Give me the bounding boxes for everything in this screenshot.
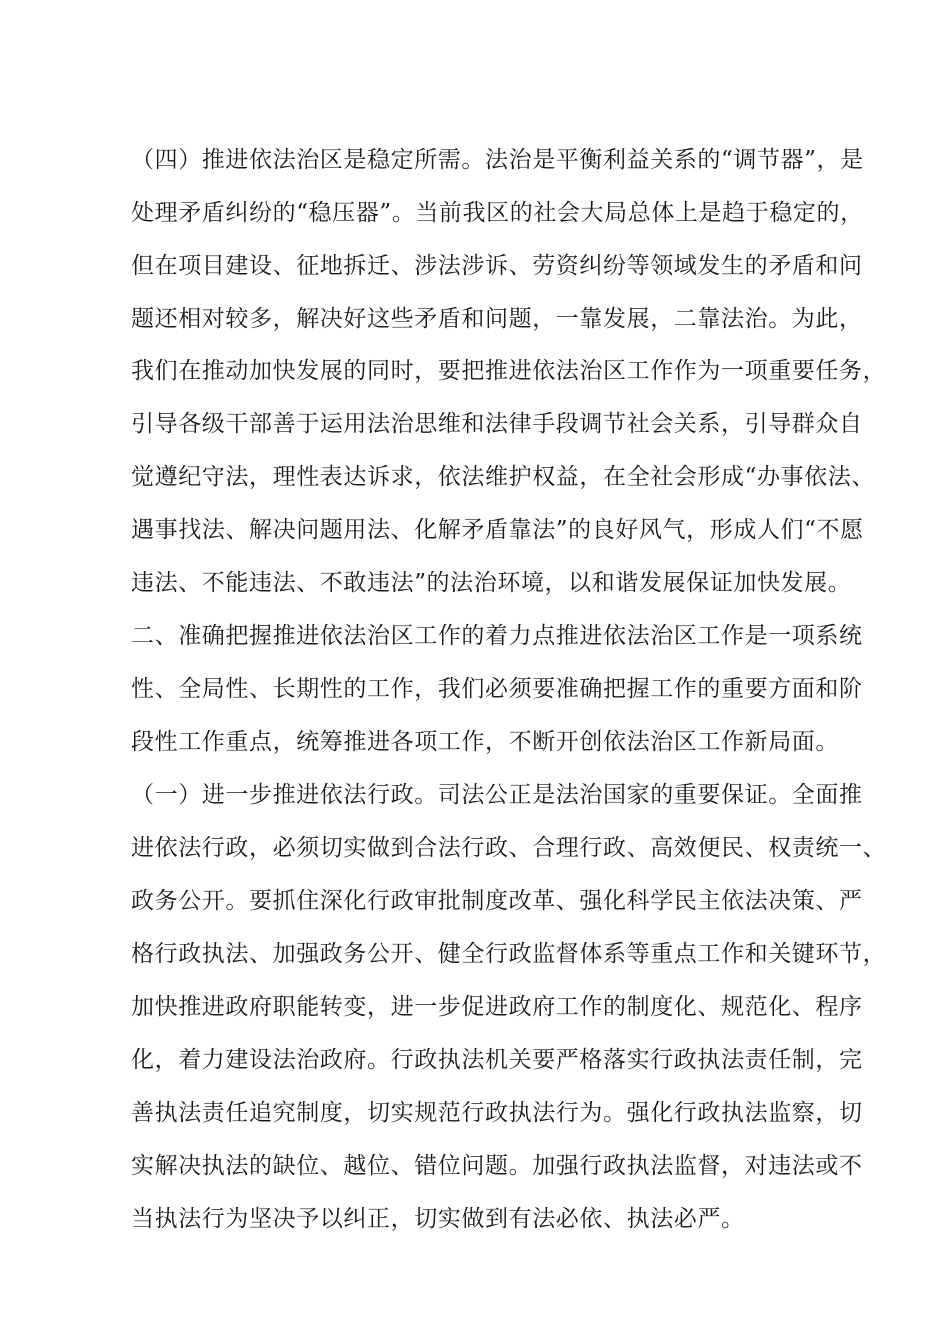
text-line: 格行政执法、加强政务公开、健全行政监督体系等重点工作和关键环节， [131,941,887,967]
text-line: （四）推进依法治区是稳定所需。法治是平衡利益关系的“调节器”，是 [131,147,864,173]
text-line: 违法、不能违法、不敢违法”的法治环境，以和谐发展保证加快发展。 [131,570,852,596]
text-line: 化，着力建设法治政府。行政执法机关要严格落实行政执法责任制，完 [131,1047,863,1073]
text-line: 加快推进政府职能转变，进一步促进政府工作的制度化、规范化、程序 [131,994,863,1020]
text-line: 引导各级干部善于运用法治思维和法律手段调节社会关系，引导群众自 [131,411,863,437]
text-line: 处理矛盾纠纷的“稳压器”。当前我区的社会大局总体上是趋于稳定的， [131,200,864,226]
text-line: 觉遵纪守法，理性表达诉求，依法维护权益，在全社会形成“办事依法、 [131,464,875,490]
text-line: 性、全局性、长期性的工作，我们必须要准确把握工作的重要方面和阶 [131,676,863,702]
text-line: 我们在推动加快发展的同时，要把推进依法治区工作作为一项重要任务， [131,358,887,384]
text-line: 善执法责任追究制度，切实规范行政执法行为。强化行政执法监察，切 [131,1100,863,1126]
text-line: 段性工作重点，统筹推进各项工作，不断开创依法治区工作新局面。 [131,729,839,755]
text-line: 当执法行为坚决予以纠正，切实做到有法必依、执法必严。 [131,1206,745,1232]
text-line: 遇事找法、解决问题用法、化解矛盾靠法”的良好风气，形成人们“不愿 [131,517,864,543]
text-line: 但在项目建设、征地拆迁、涉法涉诉、劳资纠纷等领域发生的矛盾和问 [131,253,863,279]
text-line: 题还相对较多，解决好这些矛盾和问题，一靠发展，二靠法治。为此， [131,306,863,332]
text-line: 实解决执法的缺位、越位、错位问题。加强行政执法监督，对违法或不 [131,1153,863,1179]
section-heading-line: 二、准确把握推进依法治区工作的着力点推进依法治区工作是一项系统 [131,623,863,649]
text-line: （一）进一步推进依法行政。司法公正是法治国家的重要保证。全面推 [131,782,863,808]
text-line: 进依法行政，必须切实做到合法行政、合理行政、高效便民、权责统一、 [131,835,887,861]
text-line: 政务公开。要抓住深化行政审批制度改革、强化科学民主依法决策、严 [131,888,863,914]
